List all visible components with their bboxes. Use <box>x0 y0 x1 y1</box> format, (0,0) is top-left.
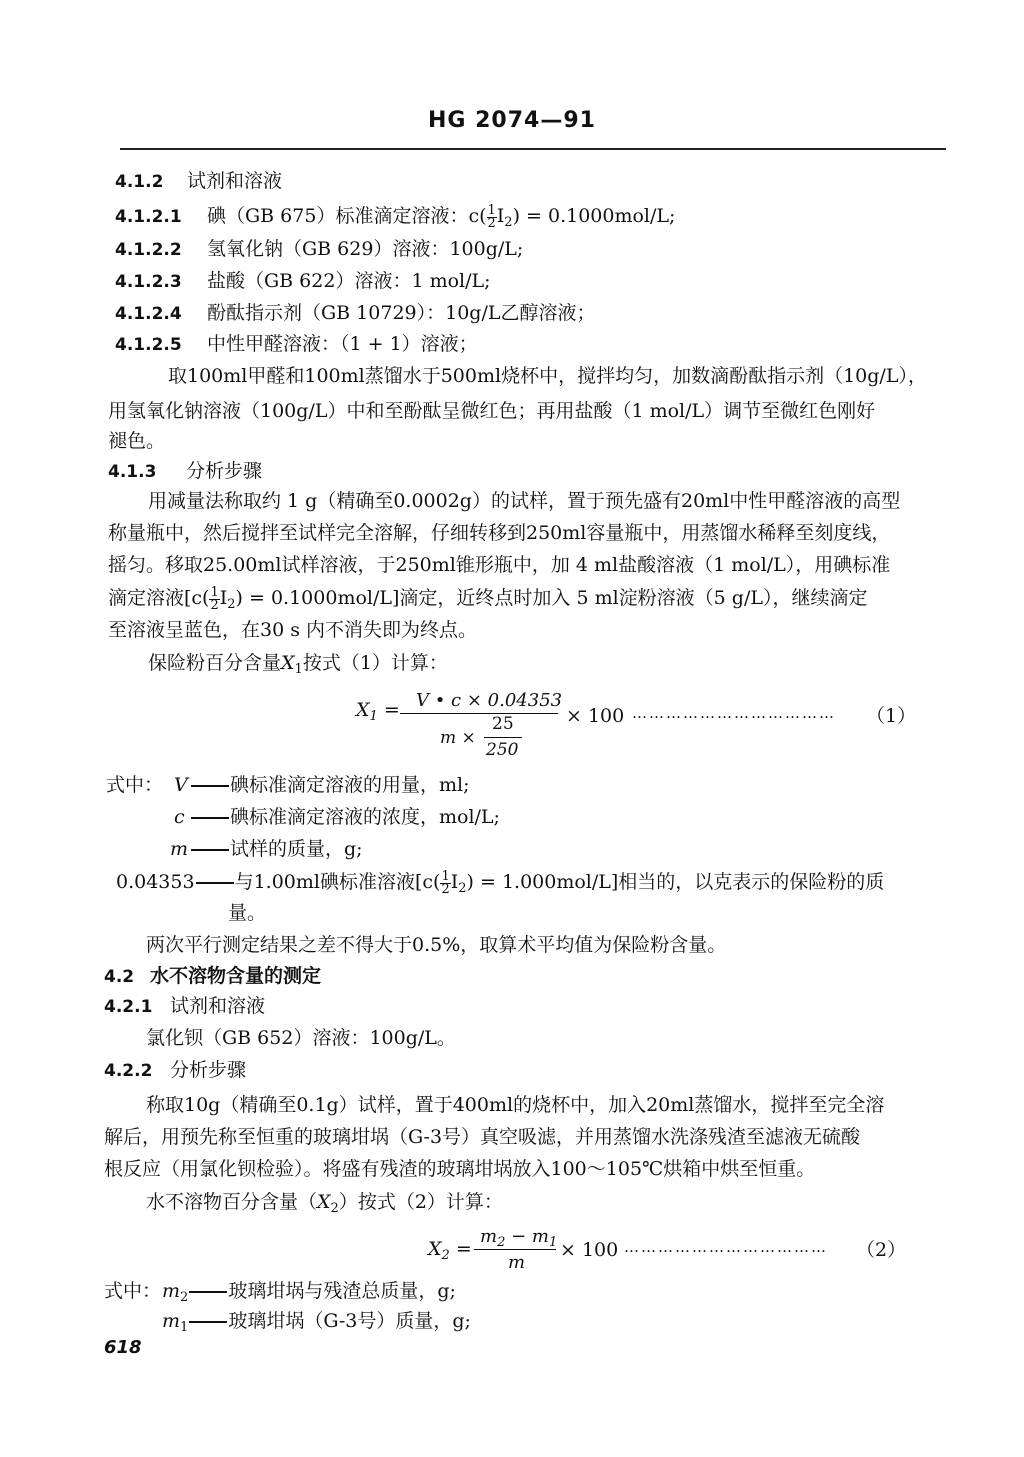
section-title: 分析步骤 <box>170 1059 247 1081</box>
reagent-number: 4.1.2.2 <box>115 240 182 260</box>
reagent-text: 盐酸（GB 622）溶液：1 mol/L; <box>207 270 491 292</box>
section-4-2-heading <box>104 963 321 990</box>
reagent-line-2 <box>115 236 523 263</box>
reagent-text-end: ) = 0.1000mol/L; <box>512 205 676 227</box>
leader-dots: ……………………………… <box>624 1238 828 1256</box>
paragraph-line: 褪色。 <box>108 430 166 452</box>
reagent-text: 酚酞指示剂（GB 10729）：10g/L乙醇溶液； <box>207 302 596 324</box>
formula-multiplier: × 100 <box>560 1239 619 1261</box>
paragraph-line: 用氢氧化钠溶液（100g/L）中和至酚酞呈微红色；再用盐酸（1 mol/L）调节至微红色刚好 <box>108 400 876 422</box>
half-fraction: $\frac{1}{2}$ <box>441 868 450 897</box>
inner-denominator: 250 <box>486 740 519 760</box>
reagent-line-1 <box>115 203 675 236</box>
formula-numerator: $m_2 - m_1$ <box>480 1226 558 1250</box>
formula-intro-1: 保险粉百分含量$X_1$按式（1）计算： <box>148 652 448 677</box>
where-item: c 碘标准滴定溶液的浓度，mol/L; <box>174 806 500 828</box>
variable: X <box>281 652 295 674</box>
formula-intro-2: 水不溶物百分含量$(X_2)$按式（2）计算： <box>146 1191 503 1216</box>
where-lead: 式中： <box>106 774 164 796</box>
reagent-number: 4.1.2.4 <box>115 304 182 324</box>
where-lead: 式中： <box>104 1280 162 1302</box>
section-title: 试剂和溶液 <box>187 170 283 192</box>
half-fraction: $\frac{1}{2}$ <box>210 584 219 613</box>
inner-numerator: 25 <box>492 714 514 734</box>
paragraph-line: 至溶液呈蓝色，在30 s 内不消失即为终点。 <box>108 619 478 641</box>
half-fraction: $\frac{1}{2}$ <box>487 202 496 231</box>
reagent-line-3 <box>115 268 491 295</box>
formula-multiplier: × 100 <box>566 705 625 727</box>
iodine-symbol: I <box>496 205 505 227</box>
reagent-number: 4.1.2.5 <box>115 335 182 355</box>
subscript: 2 <box>504 215 513 230</box>
paragraph-line: 两次平行测定结果之差不得大于0.5%，取算术平均值为保险粉含量。 <box>146 934 727 956</box>
formula-lhs: $X_2$ = <box>428 1238 472 1263</box>
paragraph-line: 氯化钡（GB 652）溶液：100g/L。 <box>146 1027 456 1049</box>
section-4-2-1-heading <box>104 993 265 1020</box>
running-header: HG 2074—91 <box>428 108 596 133</box>
paragraph-line: 解后，用预先称至恒重的玻璃坩埚（G-3号）真空吸滤，并用蒸馏水洗涤残渣至滤液无硫酸 <box>104 1126 861 1148</box>
fraction-bar <box>400 713 558 714</box>
section-number: 4.2 <box>104 967 135 987</box>
paragraph-line: 取100ml甲醛和100ml蒸馏水于500ml烧杯中，搅拌均匀，加数滴酚酞指示剂（10g/L）， <box>168 365 927 387</box>
section-number: 4.1.3 <box>108 462 157 482</box>
reagent-number: 4.1.2.3 <box>115 272 182 292</box>
equation-number: （1） <box>866 705 917 727</box>
section-4-2-2-heading <box>104 1057 246 1084</box>
paragraph-line: 称量瓶中，然后搅拌至试样完全溶解，仔细转移到250ml容量瓶中，用蒸馏水稀释至刻度线， <box>108 522 891 544</box>
where-item: $m_2$ 玻璃坩埚与残渣总质量，g; <box>162 1280 456 1305</box>
paragraph-line: 滴定溶液[c( $\frac{1}{2}$ $I_2) = 0.1000mol/L$]滴定，近终点时加入 5 ml淀粉溶液（5 g/L），继续滴定 <box>108 584 868 613</box>
leader-dots: ……………………………… <box>632 704 836 722</box>
reagent-number: 4.1.2.1 <box>115 207 182 227</box>
page-number: 618 <box>104 1337 142 1358</box>
paragraph-line: 用减量法称取约 1 g（精确至0.0002g）的试样，置于预先盛有20ml中性甲醛溶液的高型 <box>148 490 901 512</box>
formula-lhs: $X_1$ = <box>356 699 400 724</box>
section-number: 4.2.1 <box>104 997 153 1017</box>
paragraph-line: 根反应（用氯化钡检验）。将盛有残渣的玻璃坩埚放入100～105℃烘箱中烘至恒重。 <box>104 1158 816 1180</box>
formula-numerator: V • c × 0.04353 <box>416 690 563 711</box>
section-4-1-3-heading <box>108 458 262 485</box>
variable: X <box>317 1191 331 1213</box>
section-number: 4.2.2 <box>104 1061 153 1081</box>
section-title: 试剂和溶液 <box>170 995 266 1017</box>
formula-denominator: m × <box>440 728 476 748</box>
reagent-text: 氢氧化钠（GB 629）溶液：100g/L; <box>207 238 524 260</box>
where-item: m 试样的质量，g; <box>170 838 363 860</box>
reagent-line-5 <box>115 331 478 358</box>
reagent-text: 碘（GB 675）标准滴定溶液：c( <box>207 205 487 227</box>
where-constant-continued: 量。 <box>228 902 267 924</box>
section-4-1-2-heading <box>115 168 282 195</box>
section-number: 4.1.2 <box>115 172 164 192</box>
reagent-text: 中性甲醛溶液：（1 + 1）溶液； <box>207 333 478 355</box>
equation-number: （2） <box>856 1239 907 1261</box>
reagent-line-4 <box>115 300 595 327</box>
formula-denominator: m <box>508 1252 526 1273</box>
section-title: 分析步骤 <box>186 460 263 482</box>
where-item: V 碘标准滴定溶液的用量，ml; <box>174 774 470 796</box>
header-rule <box>120 148 946 150</box>
where-constant: 0.04353 与1.00ml碘标准溶液[c( $\frac{1}{2}$ $I_2) = 1.000mol/L$]相当的，以克表示的保险粉的质 <box>116 868 885 897</box>
paragraph-line: 称取10g（精确至0.1g）试样，置于400ml的烧杯中，加入20ml蒸馏水，搅拌至完全溶 <box>146 1094 885 1116</box>
paragraph-line: 摇匀。移取25.00ml试样溶液，于250ml锥形瓶中，加 4 ml盐酸溶液（1 mol/L），用碘标准 <box>108 554 891 576</box>
section-title: 水不溶物含量的测定 <box>150 965 322 987</box>
where-item: $m_1$ 玻璃坩埚（G-3号）质量，g; <box>162 1310 471 1335</box>
